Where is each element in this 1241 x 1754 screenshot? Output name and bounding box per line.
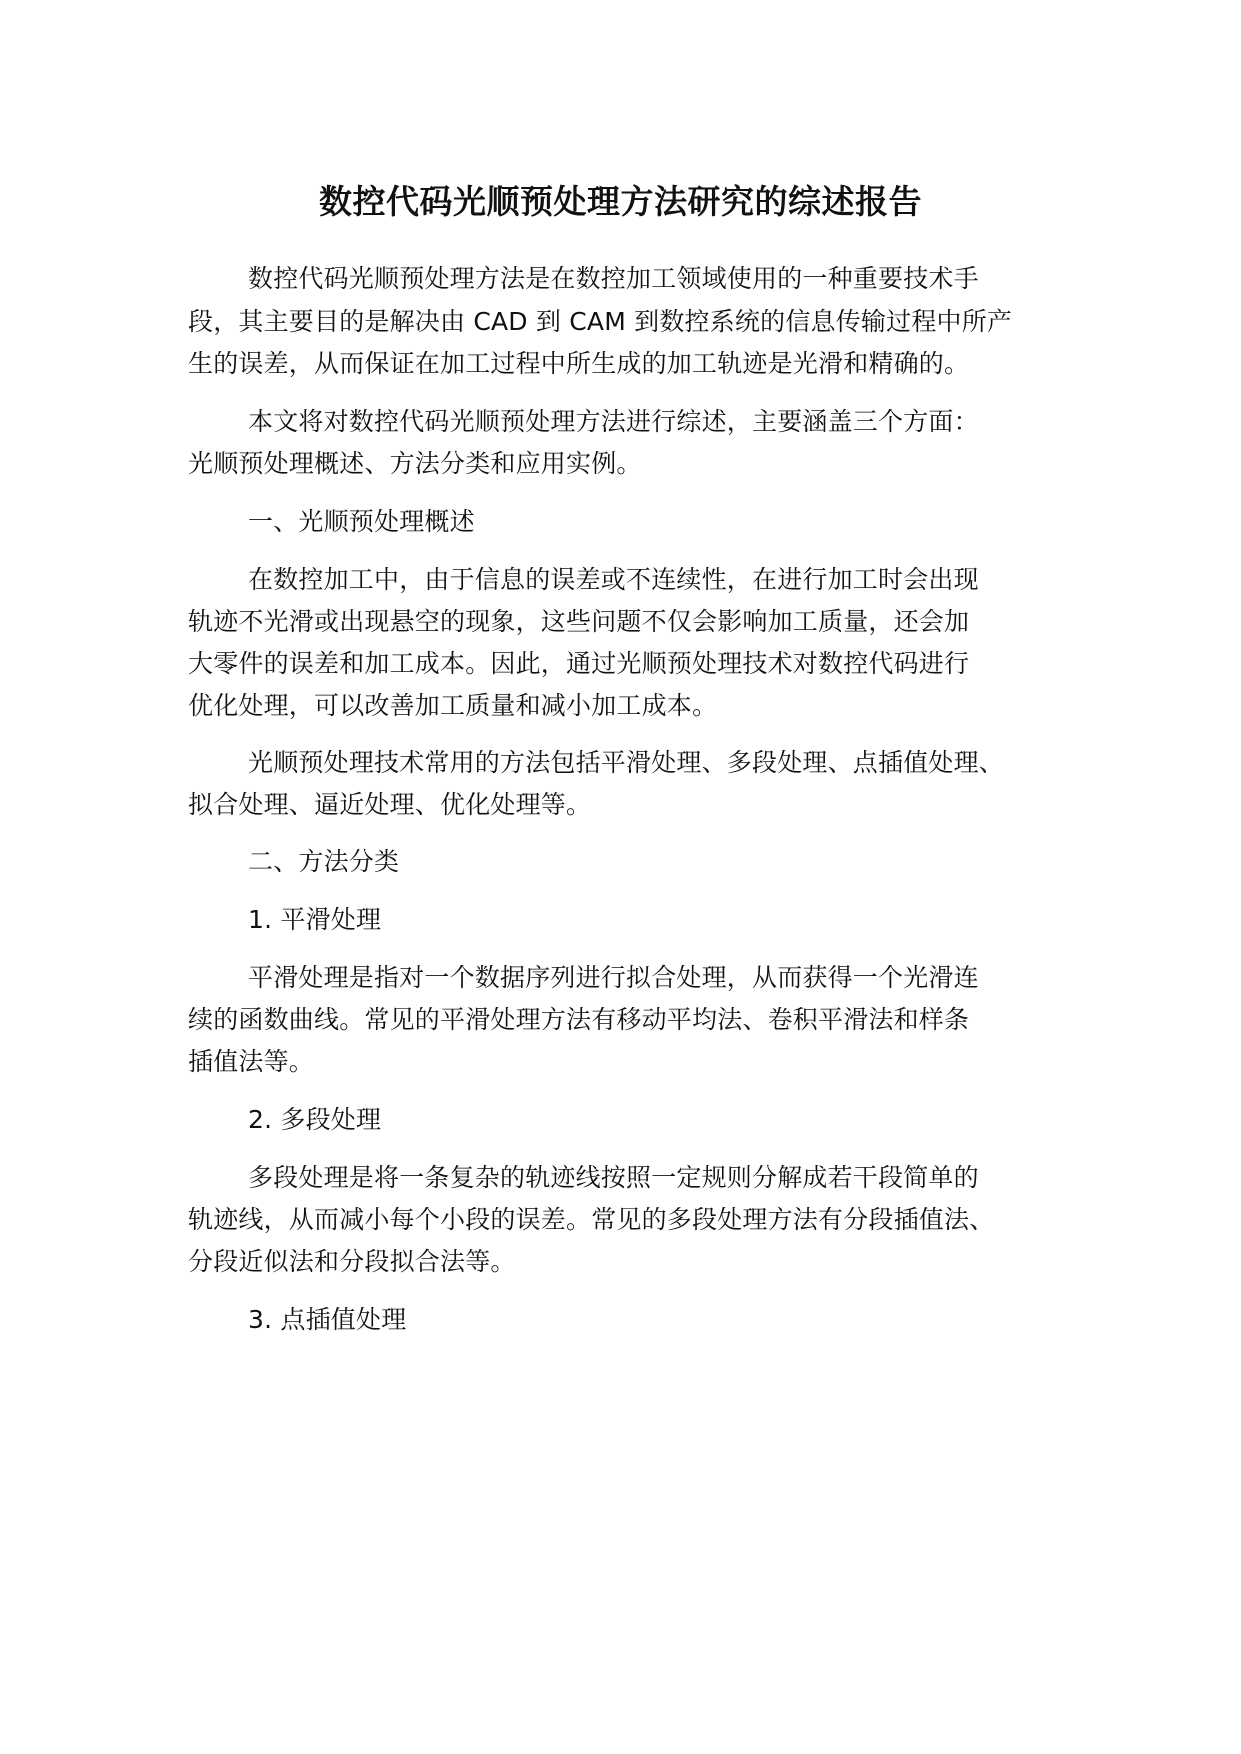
paragraph-6-line-3: 分段近似法和分段拟合法等。 [188,1247,516,1276]
paragraph-2-line-2: 光顺预处理概述、方法分类和应用实例。 [188,449,642,478]
subsection-heading-smoothing: 1. 平滑处理 [248,905,382,934]
paragraph-3-line-3: 大零件的误差和加工成本。因此，通过光顺预处理技术对数控代码进行 [188,649,970,678]
paragraph-5-line-3: 插值法等。 [188,1047,315,1076]
paragraph-6-line-1: 多段处理是将一条复杂的轨迹线按照一定规则分解成若干段简单的 [248,1163,979,1192]
paragraph-3-line-2: 轨迹不光滑或出现悬空的现象，这些问题不仅会影响加工质量，还会加 [188,607,970,636]
paragraph-6-line-2: 轨迹线，从而减小每个小段的误差。常见的多段处理方法有分段插值法、 [188,1205,995,1234]
paragraph-1-line-1: 数控代码光顺预处理方法是在数控加工领域使用的一种重要技术手 [248,264,979,293]
paragraph-5-line-1: 平滑处理是指对一个数据序列进行拟合处理，从而获得一个光滑连 [248,963,979,992]
section-heading-overview: 一、光顺预处理概述 [248,507,475,536]
section-heading-method-classification: 二、方法分类 [248,847,400,876]
subsection-heading-multi-segment: 2. 多段处理 [248,1105,382,1134]
paragraph-4-line-2: 拟合处理、逼近处理、优化处理等。 [188,790,592,819]
paragraph-4-line-1: 光顺预处理技术常用的方法包括平滑处理、多段处理、点插值处理、 [248,748,1005,777]
paragraph-2-line-1: 本文将对数控代码光顺预处理方法进行综述，主要涵盖三个方面： [248,407,979,436]
paragraph-5-line-2: 续的函数曲线。常见的平滑处理方法有移动平均法、卷积平滑法和样条 [188,1005,970,1034]
document-title: 数控代码光顺预处理方法研究的综述报告 [319,182,922,221]
paragraph-3-line-4: 优化处理，可以改善加工质量和减小加工成本。 [188,691,718,720]
subsection-heading-point-interpolation: 3. 点插值处理 [248,1305,407,1334]
paragraph-3-line-1: 在数控加工中，由于信息的误差或不连续性，在进行加工时会出现 [248,565,979,594]
paragraph-1-line-2: 段，其主要目的是解决由 CAD 到 CAM 到数控系统的信息传输过程中所产 [188,307,1013,336]
paragraph-1-line-3: 生的误差，从而保证在加工过程中所生成的加工轨迹是光滑和精确的。 [188,349,970,378]
